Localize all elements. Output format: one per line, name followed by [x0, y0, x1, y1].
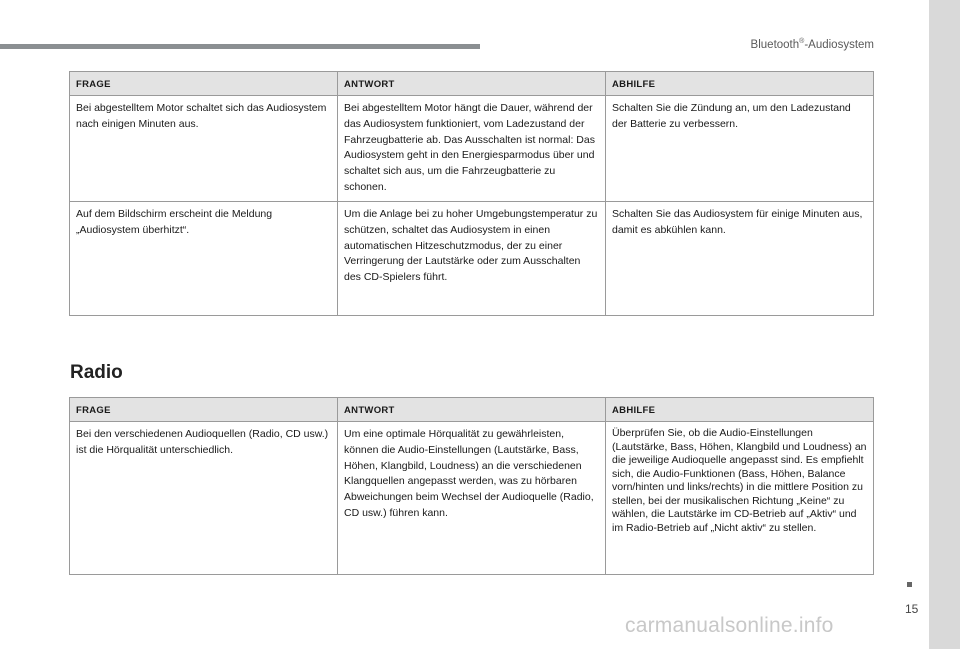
page-marker: [907, 582, 912, 587]
header-rule: [0, 44, 480, 49]
column-header-frage: FRAGE: [70, 72, 338, 96]
page-edge-band: [929, 0, 960, 649]
table-row: [70, 202, 874, 316]
section-title-radio: Radio: [70, 362, 123, 383]
page-number: 15: [905, 602, 919, 616]
cell-antwort: Um eine optimale Hörqualität zu gewährleisten, können die Audio-Einstellungen (Lautstärke, Bass, Höhen, Klangbild, Loudness) an die verschiedenen Klangquellen angepasst werden, was zu hörbaren Abweichungen beim Wechsel der Audioquelle (Radio, CD usw.) führen kann.: [338, 422, 606, 575]
watermark: carmanualsonline.info: [625, 614, 834, 637]
cell-frage: Auf dem Bildschirm erscheint die Meldung „Audiosystem überhitzt“.: [70, 202, 338, 316]
cell-abhilfe: Schalten Sie das Audiosystem für einige Minuten aus, damit es abkühlen kann.: [606, 202, 874, 316]
column-header-abhilfe: ABHILFE: [606, 398, 874, 422]
column-header-frage: FRAGE: [70, 398, 338, 422]
table-header-row: [70, 72, 874, 96]
cell-antwort: Bei abgestelltem Motor hängt die Dauer, während der das Audiosystem funktioniert, vom Ladezustand der Fahrzeugbatterie ab. Das Ausschalten ist normal: Das Audiosystem geht in den Energiesparmodus über und schaltet sich aus, um die Fahrzeugbatterie zu schonen.: [338, 96, 606, 202]
column-header-antwort: ANTWORT: [338, 72, 606, 96]
cell-abhilfe: Überprüfen Sie, ob die Audio-Einstellungen (Lautstärke, Bass, Höhen, Klangbild und Loudness) an die jeweilige Audioquelle angepasst sind. Es empfiehlt sich, die Audio-Funktionen (Bass, Höhen, Balance vorn/hinten und links/rechts) in die mittlere Position zu stellen, bei der musikalischen Richtung „Keine“ zu wählen, die Lautstärke im CD-Betrieb auf „Aktiv“ und im Radio-Betrieb auf „Nicht aktiv“ zu stellen.: [606, 422, 874, 575]
troubleshooting-table-radio: [69, 397, 874, 575]
column-header-antwort: ANTWORT: [338, 398, 606, 422]
table-header-row: [70, 398, 874, 422]
column-header-abhilfe: ABHILFE: [606, 72, 874, 96]
cell-frage: Bei den verschiedenen Audioquellen (Radio, CD usw.) ist die Hörqualität unterschiedlich.: [70, 422, 338, 575]
cell-antwort: Um die Anlage bei zu hoher Umgebungstemperatur zu schützen, schaltet das Audiosystem in einen automatischen Hitzeschutzmodus, der zu einer Verringerung der Lautstärke oder zum Ausschalten des CD-Spielers führt.: [338, 202, 606, 316]
table-row: [70, 422, 874, 575]
table-row: [70, 96, 874, 202]
cell-abhilfe: Schalten Sie die Zündung an, um den Ladezustand der Batterie zu verbessern.: [606, 96, 874, 202]
troubleshooting-table-general: [69, 71, 874, 316]
cell-frage: Bei abgestelltem Motor schaltet sich das Audiosystem nach einigen Minuten aus.: [70, 96, 338, 202]
section-header: Bluetooth®-Audiosystem: [750, 38, 874, 51]
